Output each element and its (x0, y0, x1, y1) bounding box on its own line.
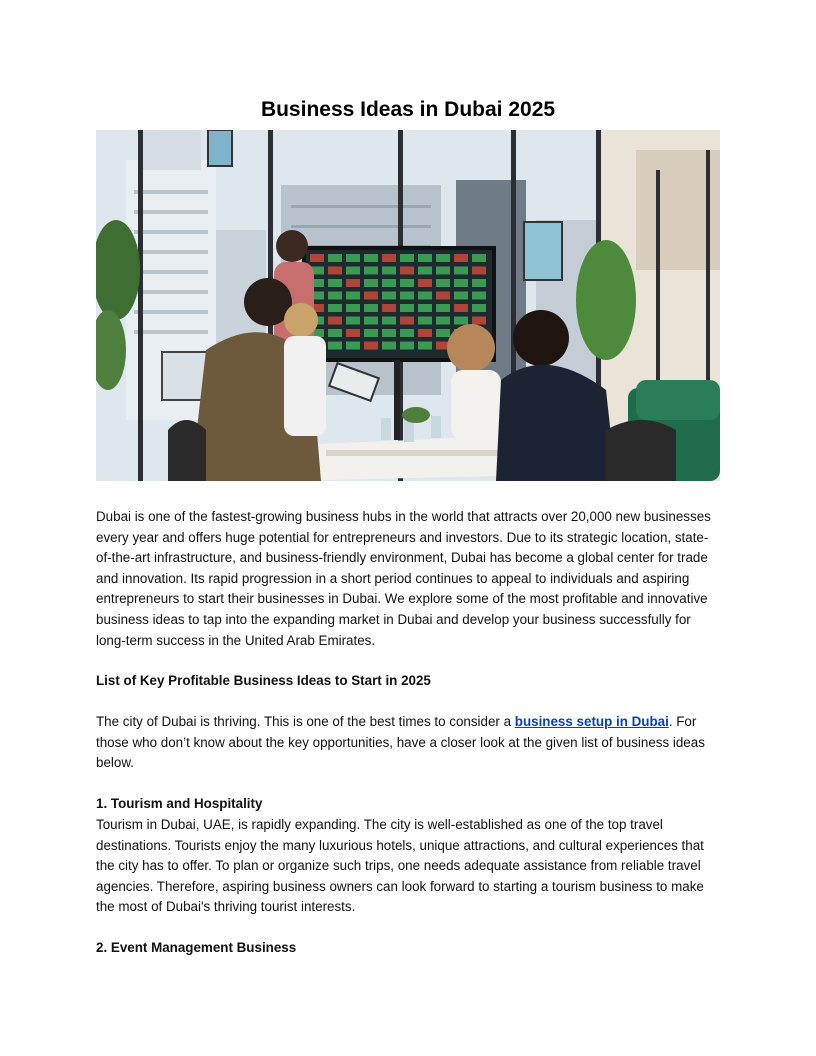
intro-paragraph: Dubai is one of the fastest-growing business hubs in the world that attracts over 20,000 new businesses every year and offers huge potential for entrepreneurs and investors. Due to its strategic location, state-of-the-art infrastructure, and business-friendly environment, Dubai has become a global center for trade and innovation. Its rapid progression in a short period continues to appeal to individuals and aspiring entrepreneurs to start their businesses in Dubai. We explore some of the most profitable and innovative business ideas to tap into the expanding market in Dubai and develop your business successfully for long-term success in the United Arab Emirates. (96, 509, 711, 648)
monitor-ticker-cell (436, 279, 450, 287)
monitor-ticker-cell (346, 279, 360, 287)
monitor-ticker-cell (364, 254, 378, 262)
monitor-ticker-cell (328, 279, 342, 287)
monitor-ticker-cell (400, 292, 414, 300)
monitor-ticker-cell (400, 279, 414, 287)
monitor-ticker-cell (418, 292, 432, 300)
monitor-ticker-cell (454, 254, 468, 262)
monitor-ticker-cell (454, 292, 468, 300)
monitor-ticker-cell (436, 267, 450, 275)
monitor-ticker-cell (382, 292, 396, 300)
monitor-ticker-cell (328, 267, 342, 275)
monitor-ticker-cell (364, 279, 378, 287)
monitor-ticker-cell (454, 279, 468, 287)
monitor-ticker-cell (346, 267, 360, 275)
monitor-ticker-cell (346, 342, 360, 350)
monitor-ticker-cell (436, 304, 450, 312)
hero-image (96, 130, 720, 481)
monitor-ticker-cell (364, 304, 378, 312)
monitor-ticker-cell (382, 254, 396, 262)
monitor-ticker-cell (436, 292, 450, 300)
monitor-ticker-cell (346, 254, 360, 262)
monitor-ticker-cell (382, 329, 396, 337)
monitor-ticker-cell (328, 342, 342, 350)
monitor-ticker-cell (310, 254, 324, 262)
monitor-ticker-cell (472, 254, 486, 262)
monitor-ticker-cell (328, 304, 342, 312)
monitor-ticker-cell (328, 317, 342, 325)
monitor-ticker-cell (472, 279, 486, 287)
monitor-ticker-cell (400, 254, 414, 262)
monitor-ticker-cell (400, 317, 414, 325)
monitor-ticker-cell (364, 342, 378, 350)
tourism-paragraph: Tourism in Dubai, UAE, is rapidly expanding. The city is well-established as one of the top travel destinations. Tourists enjoy the many luxurious hotels, unique attractions, and cultural experiences that the city has to offer. To plan or organize such trips, one needs adequate assistance from reliable travel agencies. Therefore, aspiring business owners can look forward to starting a tourism business to make the most of Dubai's thriving tourist interests. (96, 817, 704, 915)
monitor-ticker-cell (400, 267, 414, 275)
monitor-ticker-cell (454, 317, 468, 325)
list-heading: List of Key Profitable Business Ideas to Start in 2025 (96, 673, 431, 688)
section-heading-tourism: 1. Tourism and Hospitality (96, 796, 263, 811)
monitor-ticker-cell (418, 254, 432, 262)
monitor-ticker-cell (418, 267, 432, 275)
monitor-ticker-cell (418, 279, 432, 287)
monitor-ticker-cell (382, 304, 396, 312)
monitor-ticker-cell (472, 317, 486, 325)
monitor-ticker-cell (364, 329, 378, 337)
monitor-ticker-cell (400, 342, 414, 350)
monitor-ticker-cell (382, 342, 396, 350)
monitor-ticker-cell (418, 304, 432, 312)
monitor-ticker-cell (436, 254, 450, 262)
monitor-ticker-cell (472, 267, 486, 275)
monitor-ticker-cell (346, 317, 360, 325)
monitor-ticker-cell (382, 279, 396, 287)
monitor-ticker-cell (364, 317, 378, 325)
monitor-ticker-cell (454, 267, 468, 275)
monitor-ticker-cell (364, 292, 378, 300)
monitor-ticker-cell (382, 317, 396, 325)
monitor-ticker-cell (364, 267, 378, 275)
monitor-ticker-cell (418, 342, 432, 350)
monitor-ticker-cell (454, 304, 468, 312)
monitor-ticker-cell (418, 317, 432, 325)
monitor-ticker-cell (328, 254, 342, 262)
business-setup-link[interactable]: business setup in Dubai (514, 714, 669, 729)
monitor-ticker-cell (346, 292, 360, 300)
monitor-ticker-cell (346, 304, 360, 312)
monitor-ticker-cell (400, 304, 414, 312)
monitor-ticker-cell (328, 329, 342, 337)
monitor-ticker-cell (328, 292, 342, 300)
opportunities-paragraph (96, 712, 720, 774)
paragraph-text-before-link: The city of Dubai is thriving. This is one of the best times to consider a (96, 714, 515, 729)
section-heading-event-management: 2. Event Management Business (96, 940, 297, 955)
monitor-ticker-cell (472, 292, 486, 300)
monitor-ticker-cell (418, 329, 432, 337)
monitor-ticker-cell (400, 329, 414, 337)
monitor-ticker-cell (436, 329, 450, 337)
paragraph-text-after-link: . For those who don’t know about the key opportunities, have a closer look at the given list of business ideas below. (96, 714, 705, 771)
monitor-ticker-cell (382, 267, 396, 275)
monitor-ticker-cell (472, 304, 486, 312)
monitor-ticker-cell (436, 317, 450, 325)
page-title: Business Ideas in Dubai 2025 (260, 98, 556, 121)
monitor-ticker-cell (346, 329, 360, 337)
